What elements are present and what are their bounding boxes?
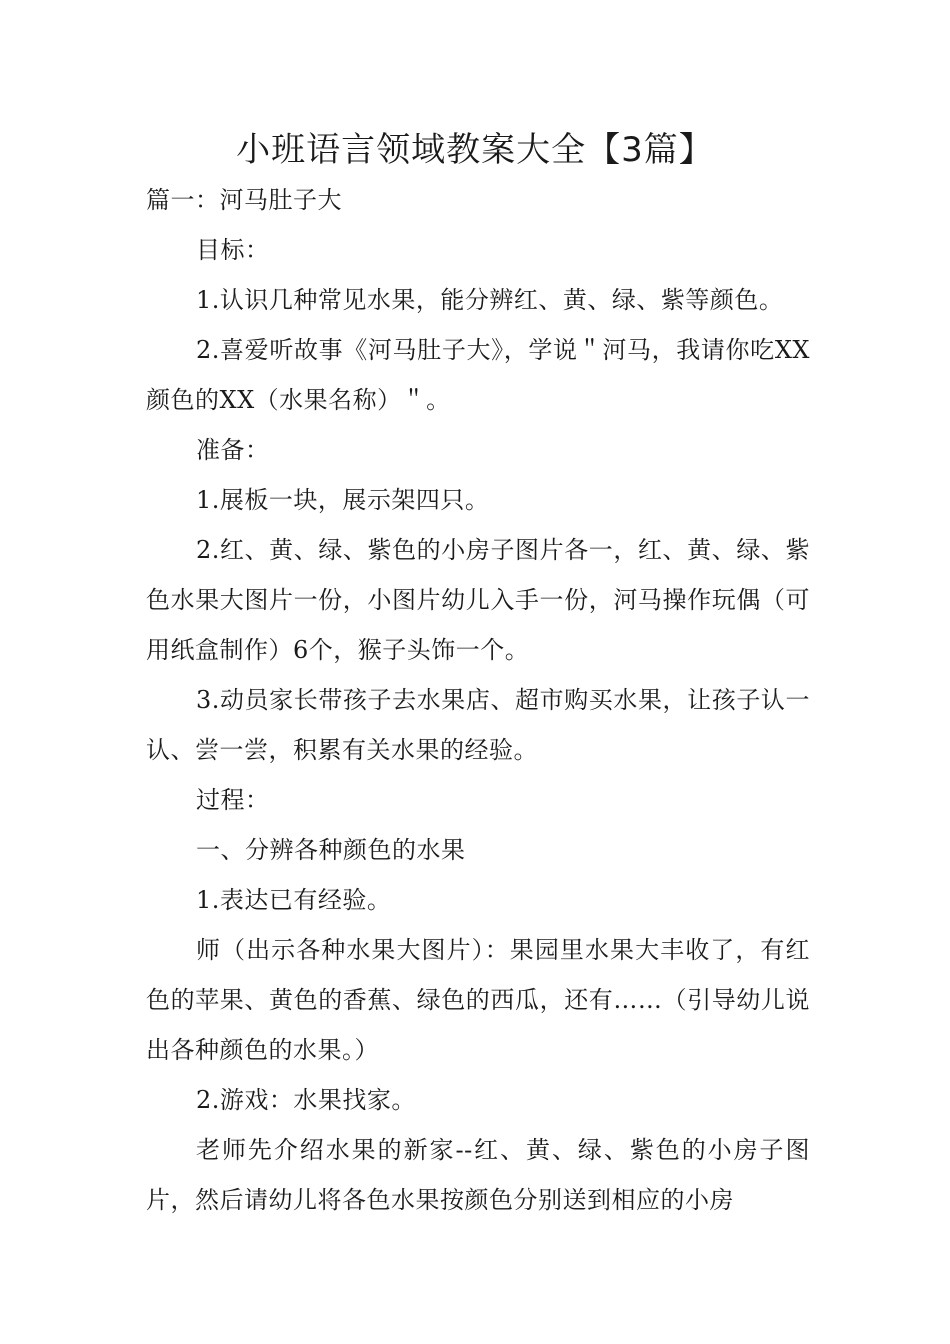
paragraph-game-description: 老师先介绍水果的新家--红、黄、绿、紫色的小房子图片，然后请幼儿将各色水果按颜色分别送到相应的小房	[146, 1136, 810, 1214]
paragraph-preparation-3: 3.动员家长带孩子去水果店、超市购买水果，让孩子认一认、尝一尝，积累有关水果的经验。	[146, 686, 810, 764]
document-body	[146, 175, 810, 1225]
document-title: 小班语言领域教案大全【3篇】	[236, 130, 714, 170]
paragraph-preparation-1: 1.展板一块，展示架四只。	[196, 486, 490, 514]
paragraph-process-step-2: 2.游戏：水果找家。	[196, 1086, 416, 1114]
paragraph-preparation-2: 2.红、黄、绿、紫色的小房子图片各一，红、黄、绿、紫色水果大图片一份，小图片幼儿入手一份，河马操作玩偶（可用纸盒制作）6个，猴子头饰一个。	[146, 536, 810, 664]
paragraph-process-label: 过程：	[196, 786, 270, 814]
paragraph-goal-1: 1.认识几种常见水果，能分辨红、黄、绿、紫等颜色。	[196, 286, 784, 314]
paragraph-preparation-label: 准备：	[196, 436, 270, 464]
paragraph-process-section-1: 一、分辨各种颜色的水果	[196, 836, 466, 864]
paragraph-goals-label: 目标：	[196, 236, 270, 264]
paragraph-process-step-1: 1.表达已有经验。	[196, 886, 392, 914]
paragraph-teacher-dialogue: 师（出示各种水果大图片）：果园里水果大丰收了，有红色的苹果、黄色的香蕉、绿色的西瓜，还有……（引导幼儿说出各种颜色的水果。）	[146, 936, 810, 1064]
paragraph-goal-2: 2.喜爱听故事《河马肚子大》，学说＂河马，我请你吃XX颜色的XX（水果名称）＂。	[146, 336, 810, 414]
paragraph-heading-part-one: 篇一：河马肚子大	[146, 186, 342, 214]
